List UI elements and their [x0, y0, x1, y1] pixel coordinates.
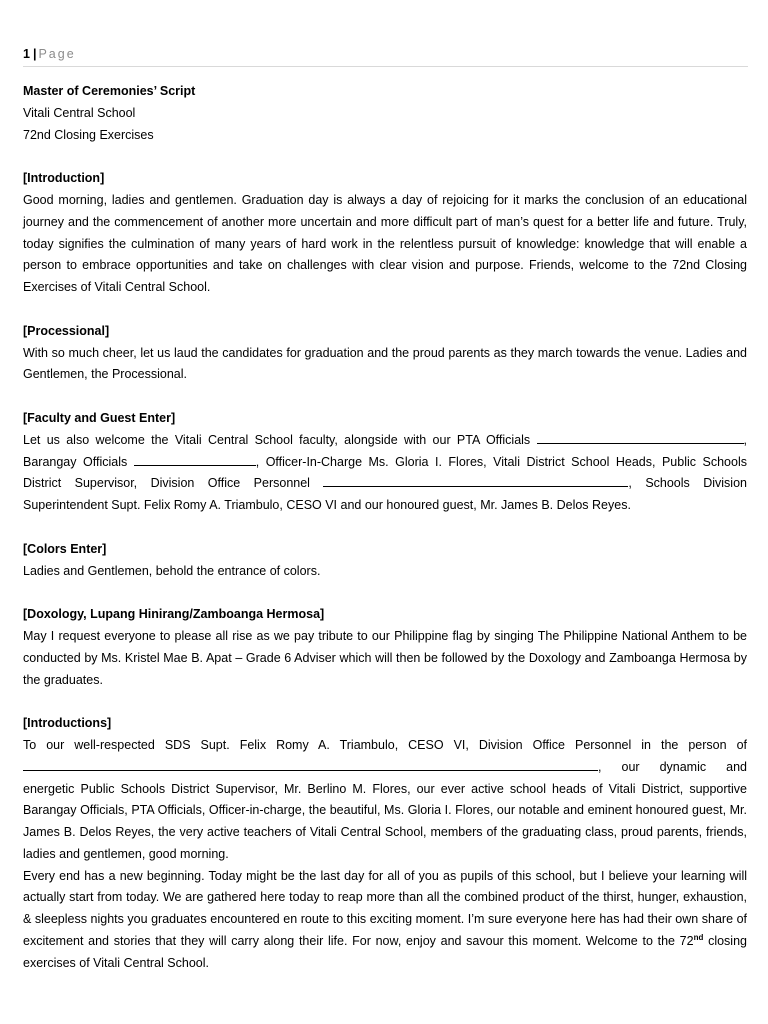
- section-heading-processional: [Processional]: [23, 323, 110, 338]
- introduction-paragraph: Good morning, ladies and gentlemen. Graduation day is always a day of rejoicing for it marks the conclusion of an educational journey and the commencement of another more uncertain and more difficult part of man’s quest for a better life and future. Truly, today signifies the culmination of many years of hard work in the relentless pursuit of knowledge: knowledge that will enable a person to embrace opportunities and take on challenges with clear vision and purpose. Friends, welcome to the 72nd Closing Exercises of Vitali Central School.: [23, 192, 747, 295]
- page-header: [23, 47, 748, 67]
- page-number: 1: [23, 47, 30, 61]
- faculty-text-2: , Barangay Officials: [23, 432, 747, 469]
- section-heading-doxology: [Doxology, Lupang Hinirang/Zamboanga Hermosa]: [23, 607, 325, 622]
- header-separator: |: [32, 47, 37, 61]
- doc-title: Master of Ceremonies’ Script: [23, 84, 196, 98]
- closing-paragraph: [23, 866, 747, 975]
- colors-paragraph: Ladies and Gentlemen, behold the entrance of colors.: [23, 563, 321, 578]
- faculty-text-4: , Schools Division Superintendent Supt. Felix Romy A. Triambulo, CESO VI and our honoured guest, Mr. James B. Delos Reyes.: [23, 476, 747, 513]
- closing-text: Every end has a new beginning. Today might be the last day for all of you as pupils of this school, but I believe your learning will actually start from today. We are gathered here today to reap more than all the combined product of the thirst, hunger, exhaustion, & sleepless nights you graduates encountered en route to this exciting moment. I’m sure everyone here has had their own share of excitement and stories that they will carry along their life. For now, enjoy and savour this moment. Welcome to the 72: [23, 868, 747, 949]
- barangay-officials-blank: [134, 453, 256, 466]
- event-name: 72nd Closing Exercises: [23, 127, 154, 142]
- introductions-paragraph: [23, 735, 747, 866]
- faculty-paragraph: [23, 430, 747, 517]
- division-personnel-blank: [323, 474, 628, 487]
- faculty-text-1: Let us also welcome the Vitali Central School faculty, alongside with our PTA Officials: [23, 432, 531, 447]
- processional-paragraph: With so much cheer, let us laud the candidates for graduation and the proud parents as they march towards the venue. Ladies and Gentlemen, the Processional.: [23, 345, 747, 382]
- doxology-paragraph: May I request everyone to please all rise as we pay tribute to our Philippine flag by singing The Philippine National Anthem to be conducted by Ms. Kristel Mae B. Apat – Grade 6 Adviser which will then be followed by the Doxology and Zamboanga Hermosa by the graduates.: [23, 628, 747, 687]
- section-heading-introduction: [Introduction]: [23, 171, 105, 186]
- closing-text-end: closing exercises of Vitali Central School.: [23, 934, 747, 970]
- section-heading-introductions: [Introductions]: [23, 716, 112, 731]
- school-name: Vitali Central School: [23, 105, 136, 120]
- section-heading-faculty: [Faculty and Guest Enter]: [23, 410, 176, 425]
- introductions-text-1: To our well-respected SDS Supt. Felix Romy A. Triambulo, CESO VI, Division Office Personnel in the person of: [23, 737, 747, 752]
- section-heading-colors: [Colors Enter]: [23, 541, 107, 556]
- pta-officials-blank: [537, 431, 744, 444]
- ordinal-suffix: nd: [693, 932, 704, 942]
- page-label: Page: [38, 47, 76, 61]
- introductions-text-2: , our dynamic and energetic Public Schools District Supervisor, Mr. Berlino M. Flores, our ever active school heads of Vitali District, supportive Barangay Officials, PTA Officials, Officer-in-charge, the beautiful, Ms. Gloria I. Flores, our notable and eminent honoured guest, Mr. James B. Delos Reyes, the very active teachers of Vitali Central School, members of the graduating class, proud parents, friends, ladies and gentlemen, good morning.: [23, 759, 747, 861]
- document-body: [23, 81, 747, 975]
- faculty-text-3: , Officer-In-Charge Ms. Gloria I. Flores, Vitali District School Heads, Public Schools District Supervisor, Division Office Personnel: [23, 454, 747, 491]
- personnel-name-blank: [23, 758, 598, 771]
